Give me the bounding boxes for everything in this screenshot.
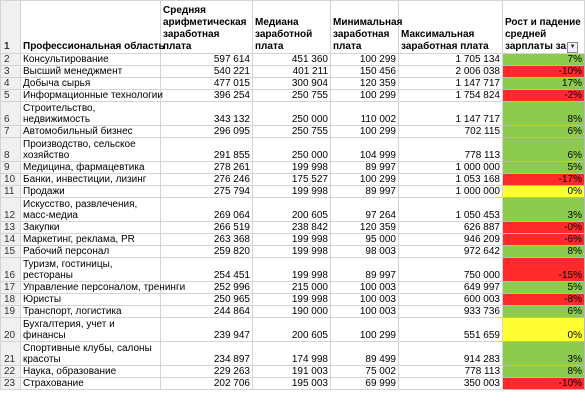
cell-profession[interactable]: Транспорт, логистика (21, 306, 161, 318)
cell-average[interactable]: 269 064 (161, 198, 253, 222)
cell-growth[interactable]: 0% (503, 318, 585, 342)
cell-median[interactable]: 200 605 (253, 318, 331, 342)
cell-min[interactable]: 100 003 (331, 306, 399, 318)
cell-min[interactable]: 100 299 (331, 174, 399, 186)
cell-average[interactable]: 396 254 (161, 90, 253, 102)
cell-median[interactable]: 250 000 (253, 138, 331, 162)
cell-growth[interactable]: -0% (503, 222, 585, 234)
table-row (1, 90, 585, 102)
cell-growth[interactable]: 6% (503, 126, 585, 138)
table-row (1, 378, 585, 390)
cell-profession[interactable]: Продажи (21, 186, 161, 198)
cell-growth[interactable]: -8% (503, 294, 585, 306)
cell-profession[interactable]: Искусство, развлечения, масс-медиа (21, 198, 161, 222)
cell-average[interactable]: 244 864 (161, 306, 253, 318)
cell-growth[interactable]: 7% (503, 54, 585, 66)
cell-median[interactable]: 195 003 (253, 378, 331, 390)
cell-profession[interactable]: Строительство, недвижимость (21, 102, 161, 126)
cell-min[interactable]: 75 002 (331, 366, 399, 378)
table-row (1, 234, 585, 246)
cell-min[interactable]: 100 299 (331, 318, 399, 342)
table-row (1, 174, 585, 186)
cell-max[interactable]: 551 659 (399, 318, 503, 342)
row-number[interactable]: 23 (1, 378, 21, 390)
cell-max[interactable]: 1 754 824 (399, 90, 503, 102)
table-row (1, 294, 585, 306)
cell-growth[interactable]: -2% (503, 90, 585, 102)
table-row (1, 66, 585, 78)
cell-growth[interactable]: -10% (503, 378, 585, 390)
cell-min[interactable]: 100 003 (331, 282, 399, 294)
filter-dropdown-icon[interactable]: ▼ (567, 42, 578, 53)
cell-median[interactable]: 238 842 (253, 222, 331, 234)
cell-min[interactable]: 97 264 (331, 198, 399, 222)
cell-median[interactable]: 199 998 (253, 258, 331, 282)
cell-median[interactable]: 199 998 (253, 162, 331, 174)
table-row (1, 162, 585, 174)
cell-average[interactable]: 597 614 (161, 54, 253, 66)
row-number[interactable]: 8 (1, 138, 21, 162)
table-row (1, 246, 585, 258)
row-number[interactable]: 10 (1, 174, 21, 186)
cell-profession[interactable]: Управление персоналом, тренинги (21, 282, 161, 294)
table-row (1, 102, 585, 126)
header-growth[interactable] (503, 1, 585, 54)
row-number[interactable]: 6 (1, 102, 21, 126)
table-row (1, 222, 585, 234)
row-number[interactable]: 11 (1, 186, 21, 198)
cell-growth[interactable]: -15% (503, 258, 585, 282)
cell-average[interactable]: 239 947 (161, 318, 253, 342)
cell-median[interactable]: 199 998 (253, 294, 331, 306)
cell-average[interactable]: 275 794 (161, 186, 253, 198)
cell-average[interactable]: 343 132 (161, 102, 253, 126)
row-number[interactable]: 15 (1, 246, 21, 258)
cell-profession[interactable]: Высший менеджмент (21, 66, 161, 78)
cell-median[interactable]: 199 998 (253, 186, 331, 198)
cell-min[interactable]: 69 999 (331, 378, 399, 390)
cell-max[interactable]: 778 113 (399, 366, 503, 378)
cell-growth[interactable]: -17% (503, 174, 585, 186)
cell-growth[interactable]: 5% (503, 282, 585, 294)
cell-median[interactable]: 250 755 (253, 126, 331, 138)
cell-growth[interactable]: 3% (503, 342, 585, 366)
row-number[interactable]: 19 (1, 306, 21, 318)
cell-profession[interactable]: Наука, образование (21, 366, 161, 378)
cell-average[interactable]: 477 015 (161, 78, 253, 90)
table-body (1, 54, 585, 390)
cell-max[interactable]: 1 147 717 (399, 78, 503, 90)
cell-average[interactable]: 234 897 (161, 342, 253, 366)
cell-max[interactable]: 1 705 134 (399, 54, 503, 66)
cell-max[interactable]: 778 113 (399, 138, 503, 162)
cell-min[interactable]: 110 002 (331, 102, 399, 126)
cell-profession[interactable]: Рабочий персонал (21, 246, 161, 258)
cell-median[interactable]: 199 998 (253, 246, 331, 258)
cell-max[interactable]: 1 147 717 (399, 102, 503, 126)
cell-min[interactable]: 104 999 (331, 138, 399, 162)
cell-min[interactable]: 89 997 (331, 258, 399, 282)
cell-average[interactable]: 263 368 (161, 234, 253, 246)
row-number[interactable]: 17 (1, 282, 21, 294)
cell-average[interactable]: 278 261 (161, 162, 253, 174)
cell-growth[interactable]: 6% (503, 138, 585, 162)
row-number[interactable]: 22 (1, 366, 21, 378)
cell-average[interactable]: 250 965 (161, 294, 253, 306)
cell-min[interactable]: 100 299 (331, 54, 399, 66)
cell-profession[interactable]: Маркетинг, реклама, PR (21, 234, 161, 246)
row-number[interactable]: 16 (1, 258, 21, 282)
cell-max[interactable]: 1 050 453 (399, 198, 503, 222)
row-number[interactable]: 9 (1, 162, 21, 174)
cell-min[interactable]: 89 997 (331, 186, 399, 198)
cell-median[interactable]: 215 000 (253, 282, 331, 294)
cell-profession[interactable]: Закупки (21, 222, 161, 234)
cell-profession[interactable]: Производство, сельское хозяйство (21, 138, 161, 162)
row-number[interactable]: 13 (1, 222, 21, 234)
row-number[interactable]: 18 (1, 294, 21, 306)
cell-median[interactable]: 190 000 (253, 306, 331, 318)
cell-growth[interactable]: 5% (503, 162, 585, 174)
cell-profession[interactable]: Бухгалтерия, учет и финансы (21, 318, 161, 342)
row-number[interactable]: 4 (1, 78, 21, 90)
cell-profession[interactable]: Автомобильный бизнес (21, 126, 161, 138)
cell-max[interactable]: 933 736 (399, 306, 503, 318)
cell-median[interactable]: 300 904 (253, 78, 331, 90)
cell-min[interactable]: 120 359 (331, 222, 399, 234)
cell-average[interactable]: 252 996 (161, 282, 253, 294)
cell-max[interactable]: 914 283 (399, 342, 503, 366)
cell-median[interactable]: 191 003 (253, 366, 331, 378)
table-row (1, 342, 585, 366)
cell-min[interactable]: 89 997 (331, 162, 399, 174)
cell-max[interactable]: 1 000 000 (399, 186, 503, 198)
table-row (1, 198, 585, 222)
cell-average[interactable]: 254 451 (161, 258, 253, 282)
table-row (1, 282, 585, 294)
row-number[interactable]: 14 (1, 234, 21, 246)
cell-growth[interactable]: 8% (503, 366, 585, 378)
cell-profession[interactable]: Консультирование (21, 54, 161, 66)
cell-max[interactable]: 750 000 (399, 258, 503, 282)
cell-profession[interactable]: Спортивные клубы, салоны красоты (21, 342, 161, 366)
cell-average[interactable]: 296 095 (161, 126, 253, 138)
row-number[interactable]: 5 (1, 90, 21, 102)
table-row (1, 186, 585, 198)
header-min-salary[interactable]: Минимальная заработная плата (331, 1, 399, 54)
table-row (1, 78, 585, 90)
cell-max[interactable]: 972 642 (399, 246, 503, 258)
cell-min[interactable]: 98 003 (331, 246, 399, 258)
header-average-salary[interactable]: Средняя арифметическая заработная плата (161, 1, 253, 54)
row-number[interactable]: 7 (1, 126, 21, 138)
cell-median[interactable]: 401 211 (253, 66, 331, 78)
cell-median[interactable]: 174 998 (253, 342, 331, 366)
cell-growth[interactable]: 6% (503, 306, 585, 318)
cell-average[interactable]: 540 221 (161, 66, 253, 78)
table-row (1, 258, 585, 282)
row-number[interactable]: 12 (1, 198, 21, 222)
cell-average[interactable]: 259 820 (161, 246, 253, 258)
cell-profession[interactable]: Юристы (21, 294, 161, 306)
cell-median[interactable]: 175 527 (253, 174, 331, 186)
cell-profession[interactable]: Туризм, гостиницы, рестораны (21, 258, 161, 282)
cell-max[interactable]: 2 006 038 (399, 66, 503, 78)
cell-profession[interactable]: Добыча сырья (21, 78, 161, 90)
cell-profession[interactable]: Банки, инвестиции, лизинг (21, 174, 161, 186)
header-profession[interactable]: Профессиональная область (21, 1, 161, 54)
table-row (1, 318, 585, 342)
row-number[interactable]: 21 (1, 342, 21, 366)
row-number[interactable]: 20 (1, 318, 21, 342)
cell-growth[interactable]: 0% (503, 186, 585, 198)
cell-max[interactable]: 702 115 (399, 126, 503, 138)
cell-min[interactable]: 95 000 (331, 234, 399, 246)
table-row (1, 126, 585, 138)
cell-growth[interactable]: -6% (503, 234, 585, 246)
cell-max[interactable]: 649 997 (399, 282, 503, 294)
header-median-salary[interactable]: Медиана заработной плата (253, 1, 331, 54)
header-max-salary[interactable]: Максимальная заработная плата (399, 1, 503, 54)
cell-average[interactable]: 229 263 (161, 366, 253, 378)
cell-average[interactable]: 276 246 (161, 174, 253, 186)
table-row (1, 366, 585, 378)
cell-growth[interactable]: 3% (503, 198, 585, 222)
cell-profession[interactable]: Информационные технологии (21, 90, 161, 102)
cell-median[interactable]: 200 605 (253, 198, 331, 222)
cell-growth[interactable]: -10% (503, 66, 585, 78)
header-growth-label: Рост и падение средней зарплаты за (505, 17, 581, 52)
cell-profession[interactable]: Страхование (21, 378, 161, 390)
table-row (1, 54, 585, 66)
row-number[interactable]: 2 (1, 54, 21, 66)
cell-min[interactable]: 100 299 (331, 90, 399, 102)
cell-median[interactable]: 451 360 (253, 54, 331, 66)
cell-growth[interactable]: 8% (503, 102, 585, 126)
cell-average[interactable]: 266 519 (161, 222, 253, 234)
cell-max[interactable]: 350 003 (399, 378, 503, 390)
cell-profession[interactable]: Медицина, фармацевтика (21, 162, 161, 174)
row-number[interactable]: 1 (1, 1, 21, 54)
table-row (1, 306, 585, 318)
cell-min[interactable]: 89 499 (331, 342, 399, 366)
cell-min[interactable]: 100 299 (331, 126, 399, 138)
cell-max[interactable]: 946 209 (399, 234, 503, 246)
table-row (1, 138, 585, 162)
cell-average[interactable]: 291 855 (161, 138, 253, 162)
cell-growth[interactable]: 8% (503, 246, 585, 258)
cell-average[interactable]: 202 706 (161, 378, 253, 390)
row-number[interactable]: 3 (1, 66, 21, 78)
cell-max[interactable]: 600 003 (399, 294, 503, 306)
cell-median[interactable]: 199 998 (253, 234, 331, 246)
cell-min[interactable]: 120 359 (331, 78, 399, 90)
cell-median[interactable]: 250 755 (253, 90, 331, 102)
cell-max[interactable]: 1 053 168 (399, 174, 503, 186)
cell-growth[interactable]: 17% (503, 78, 585, 90)
cell-median[interactable]: 250 000 (253, 102, 331, 126)
cell-min[interactable]: 150 456 (331, 66, 399, 78)
cell-max[interactable]: 626 887 (399, 222, 503, 234)
cell-min[interactable]: 100 003 (331, 294, 399, 306)
header-row (1, 1, 585, 54)
cell-max[interactable]: 1 000 000 (399, 162, 503, 174)
